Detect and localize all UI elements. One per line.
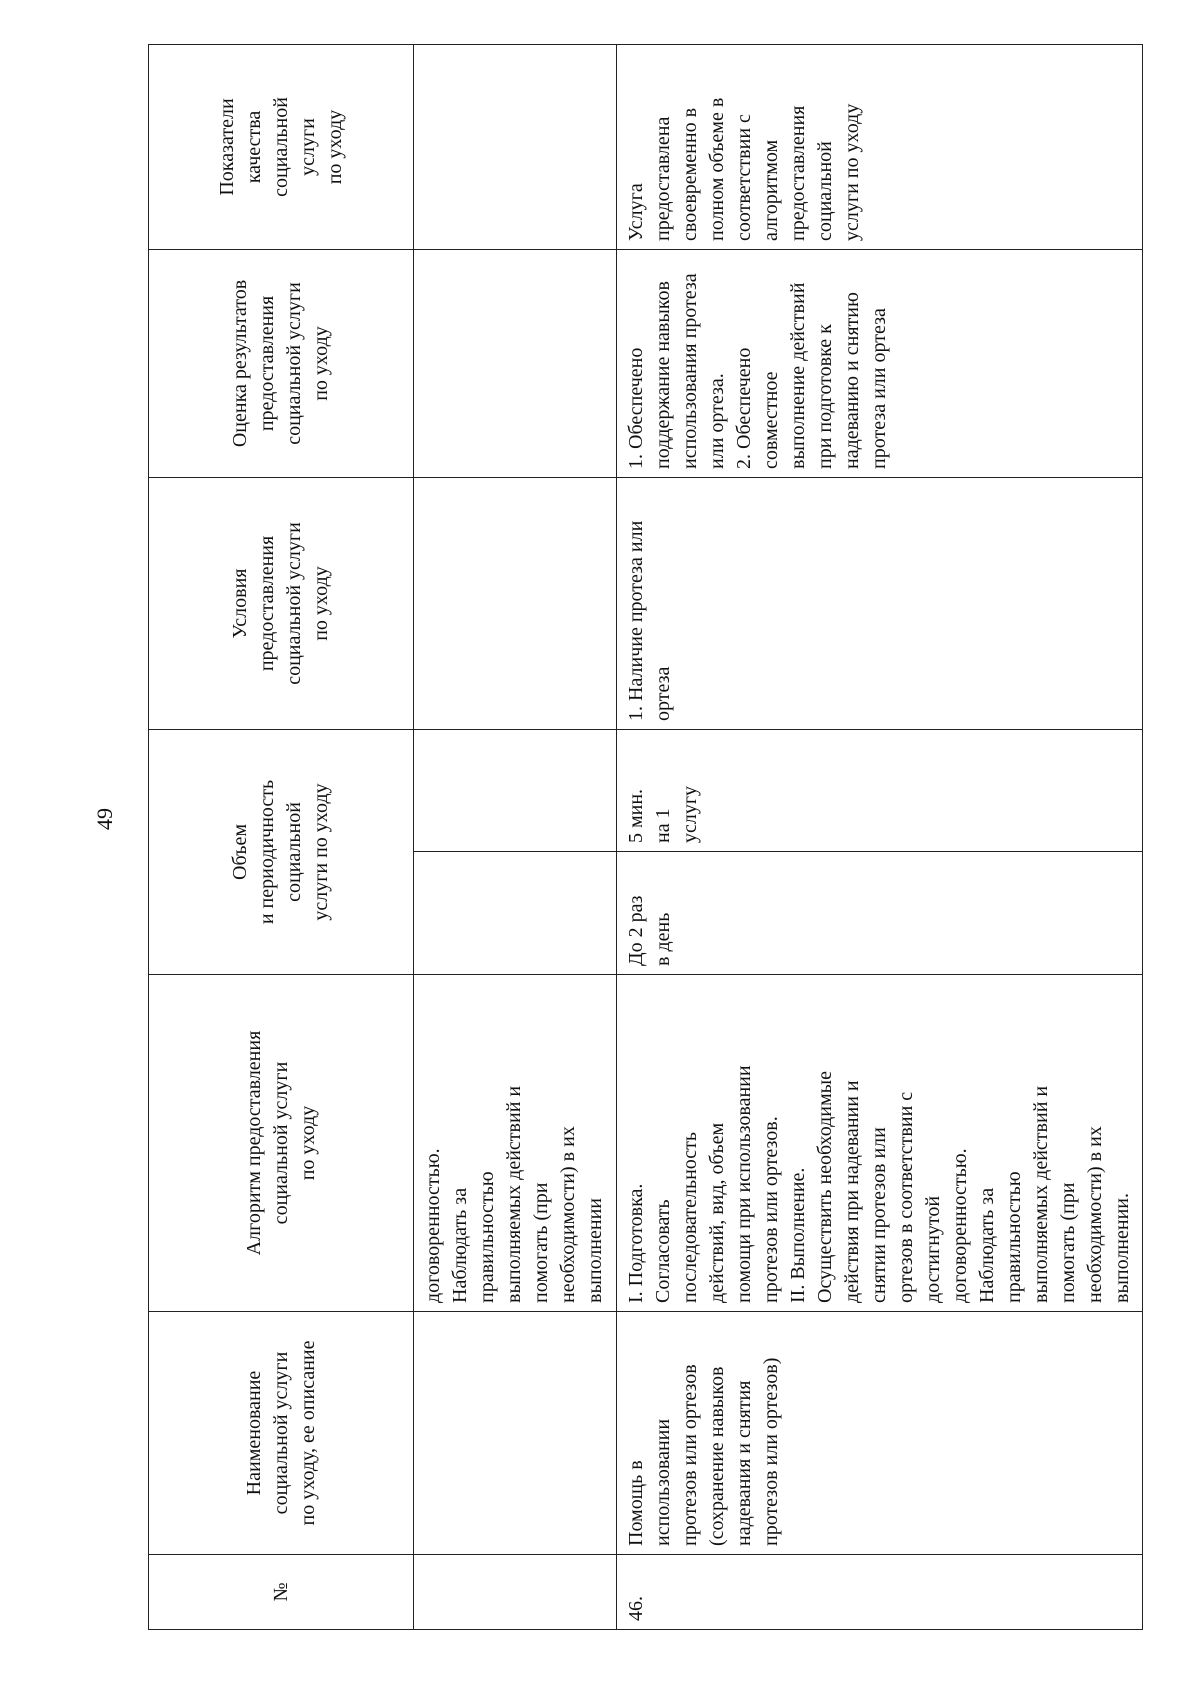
cell-duration — [414, 729, 617, 851]
header-evaluation: Оценка результатов предоставления социальной услуги по уходу — [149, 249, 414, 477]
header-quality: Показатели качества социальной услуги по уходу — [149, 44, 414, 249]
cell-frequency: До 2 раз в день — [617, 852, 1143, 975]
header-no: № — [149, 1555, 414, 1630]
cell-evaluation: 1. Обеспечено поддержание навыков использования протеза или ортеза. 2. Обеспечено совместное выполнение действий при подготовке к надеванию и снятию протеза или ортеза — [617, 249, 1143, 477]
cell-algorithm: договоренностью. Наблюдать за правильностью выполняемых действий и помогать (при необходимости) в их выполнении — [414, 975, 617, 1312]
rotated-table-wrapper — [148, 45, 1133, 1630]
table-row-46 — [617, 44, 1143, 1629]
cell-no: 46. — [617, 1555, 1143, 1630]
cell-conditions — [414, 477, 617, 729]
cell-quality — [414, 44, 617, 249]
header-name: Наименование социальной услуги по уходу, ее описание — [149, 1312, 414, 1555]
page-number: 49 — [92, 808, 117, 830]
table-row-continuation — [414, 44, 617, 1629]
header-algorithm: Алгоритм предоставления социальной услуги по уходу — [149, 975, 414, 1312]
cell-no — [414, 1555, 617, 1630]
header-row — [149, 44, 414, 1629]
cell-quality: Услуга предоставлена своевременно в полном объеме в соответствии с алгоритмом предоставления социальной услуги по уходу — [617, 44, 1143, 249]
header-volume: Объем и периодичность социальной услуги по уходу — [149, 729, 414, 974]
cell-evaluation — [414, 249, 617, 477]
cell-duration: 5 мин. на 1 услугу — [617, 729, 1143, 851]
cell-name — [414, 1312, 617, 1555]
services-table — [148, 44, 1143, 1630]
cell-name: Помощь в использовании протезов или ортезов (сохранение навыков надевания и снятия протезов или ортезов) — [617, 1312, 1143, 1555]
header-conditions: Условия предоставления социальной услуги по уходу — [149, 477, 414, 729]
cell-algorithm: I. Подготовка. Согласовать последовательность действий, вид, объем помощи при использовании протезов или ортезов. II. Выполнение. Осуществить необходимые действия при надевании и снятии протезов или ортезов в соответствии с достигнутой договоренностью. Наблюдать за правильностью выполняемых действий и помогать (при необходимости) в их выполнении. — [617, 975, 1143, 1312]
cell-frequency — [414, 852, 617, 975]
cell-conditions: 1. Наличие протеза или ортеза — [617, 477, 1143, 729]
